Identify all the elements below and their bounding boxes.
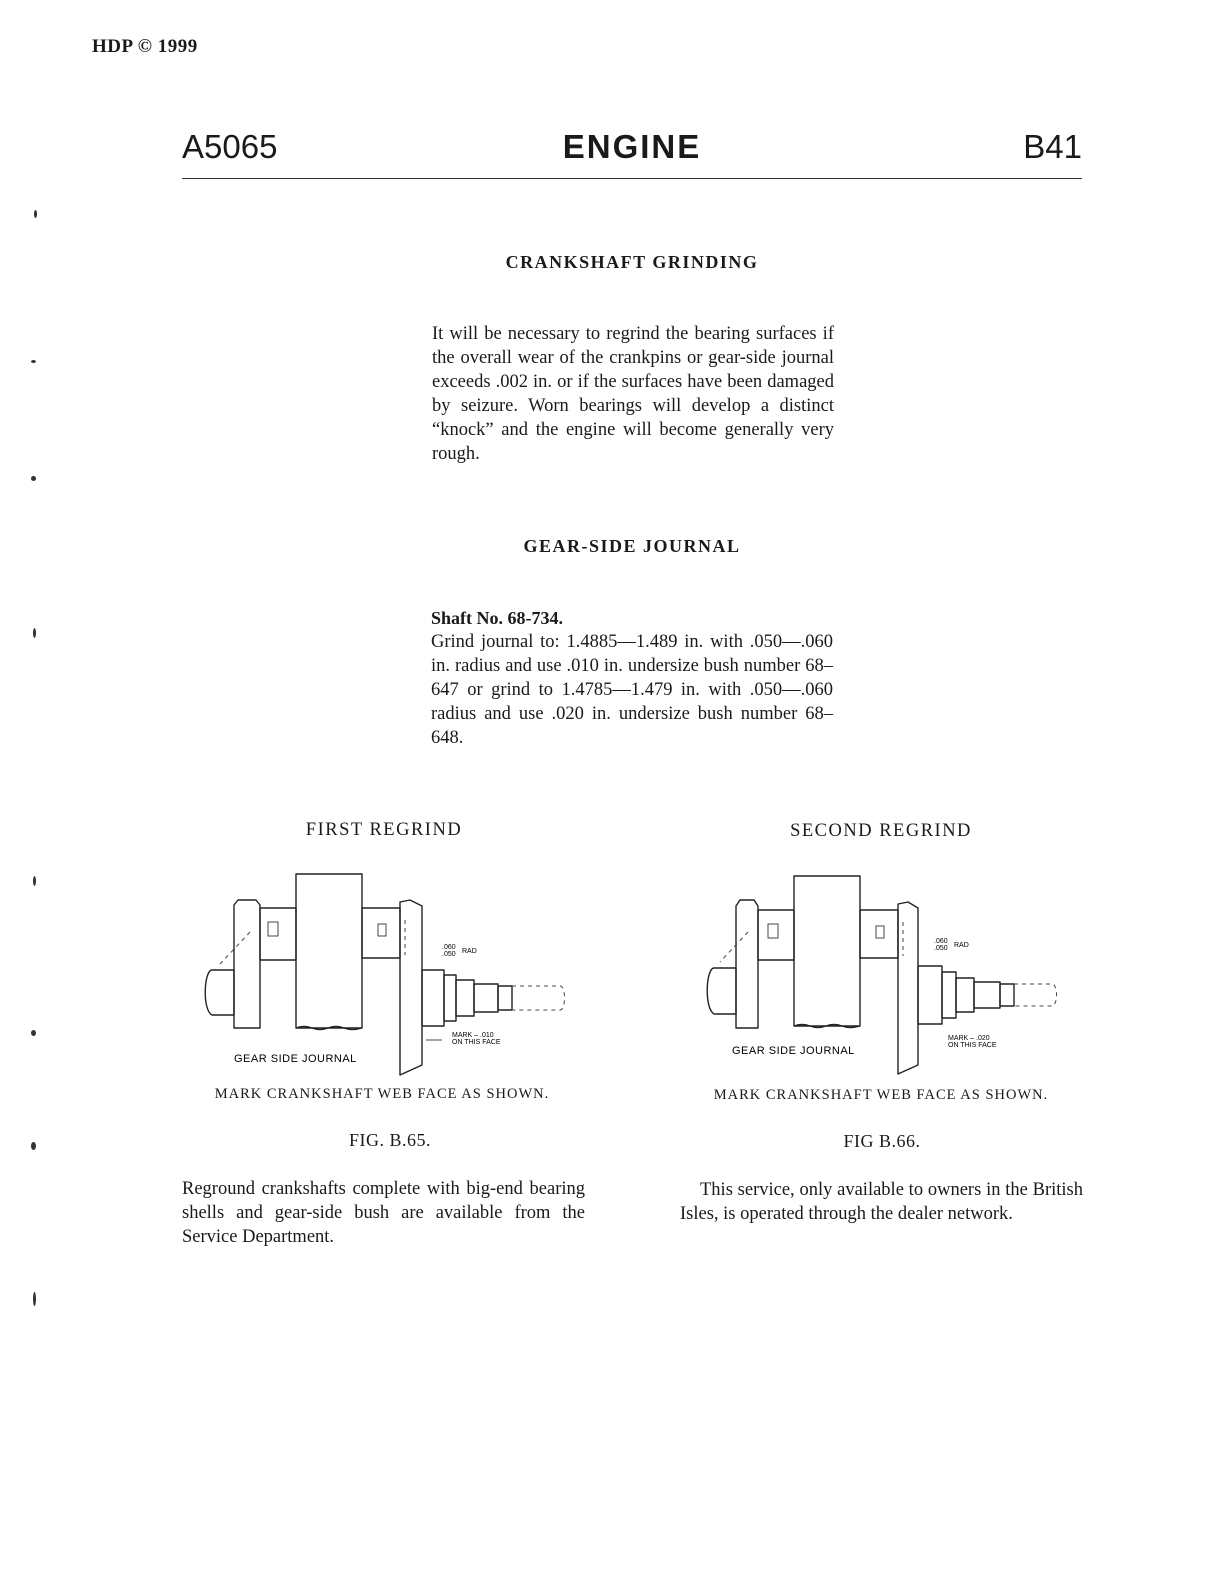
figure-instruction-second: MARK CRANKSHAFT WEB FACE AS SHOWN.: [713, 1087, 1049, 1103]
figure-caption-b65: FIG. B.65.: [348, 1130, 431, 1150]
crankshaft-drawing-second-regrind: [690, 860, 1090, 1080]
figure-instruction-first: MARK CRANKSHAFT WEB FACE AS SHOWN.: [214, 1086, 550, 1102]
rad-dimension-bottom: .050: [442, 951, 456, 958]
scan-speck: [33, 1292, 36, 1306]
crankshaft-grinding-paragraph: It will be necessary to regrind the bearing surfaces if the overall wear of the crankpins or gear-side journal exceeds .002 in. or if the surfaces have been damaged by seizure. Worn bearings will develop a distinct “knock” and the engine will become generally very rough.: [432, 324, 834, 464]
footer-paragraph-right: This service, only available to owners in the British Isles, is operated through the dealer network.: [680, 1180, 1083, 1224]
rad-unit: RAD: [954, 942, 969, 949]
scan-speck: [31, 476, 36, 481]
rad-dimension-top: .060: [442, 944, 456, 951]
figure-title-second-regrind: SECOND REGRIND: [790, 821, 972, 841]
mark-instruction-line2: ON THIS FACE: [452, 1039, 501, 1046]
part-code: A5065: [182, 128, 278, 165]
figure-caption-b66: FIG B.66.: [843, 1131, 921, 1151]
page-title: ENGINE: [562, 128, 702, 165]
mark-instruction-line1: MARK – .020: [948, 1035, 990, 1042]
crankshaft-drawing-first-regrind: [190, 860, 590, 1080]
rad-dimension-bottom: .050: [934, 945, 948, 952]
figure-title-first-regrind: FIRST REGRIND: [305, 820, 463, 840]
gear-side-journal-heading: GEAR-SIDE JOURNAL: [523, 536, 741, 556]
page-number: B41: [1023, 128, 1082, 165]
scan-speck: [33, 628, 36, 638]
mark-instruction-line2: ON THIS FACE: [948, 1042, 997, 1049]
scan-speck: [34, 210, 37, 218]
copyright-notice: HDP © 1999: [92, 36, 198, 57]
scan-speck: [31, 1142, 36, 1150]
gear-side-journal-label: GEAR SIDE JOURNAL: [732, 1045, 855, 1057]
crankshaft-grinding-heading: CRANKSHAFT GRINDING: [505, 252, 759, 272]
header-rule: [182, 178, 1082, 179]
scan-speck: [33, 876, 36, 886]
scan-speck: [31, 360, 36, 363]
shaft-number-label: Shaft No. 68-734.: [431, 608, 564, 628]
footer-paragraph-left: Reground crankshafts complete with big-end bearing shells and gear-side bush are available from the Service Department.: [182, 1179, 585, 1247]
rad-dimension-top: .060: [934, 938, 948, 945]
scan-speck: [31, 1030, 36, 1036]
mark-instruction-line1: MARK – .010: [452, 1032, 494, 1039]
gear-side-journal-label: GEAR SIDE JOURNAL: [234, 1053, 357, 1065]
rad-unit: RAD: [462, 948, 477, 955]
gear-side-journal-paragraph: Grind journal to: 1.4885—1.489 in. with .050—.060 in. radius and use .010 in. undersize bush number 68–647 or grind to 1.4785—1.479 in. with .050—.060 radius and use .020 in. undersize bush number 68–648.: [431, 632, 833, 748]
